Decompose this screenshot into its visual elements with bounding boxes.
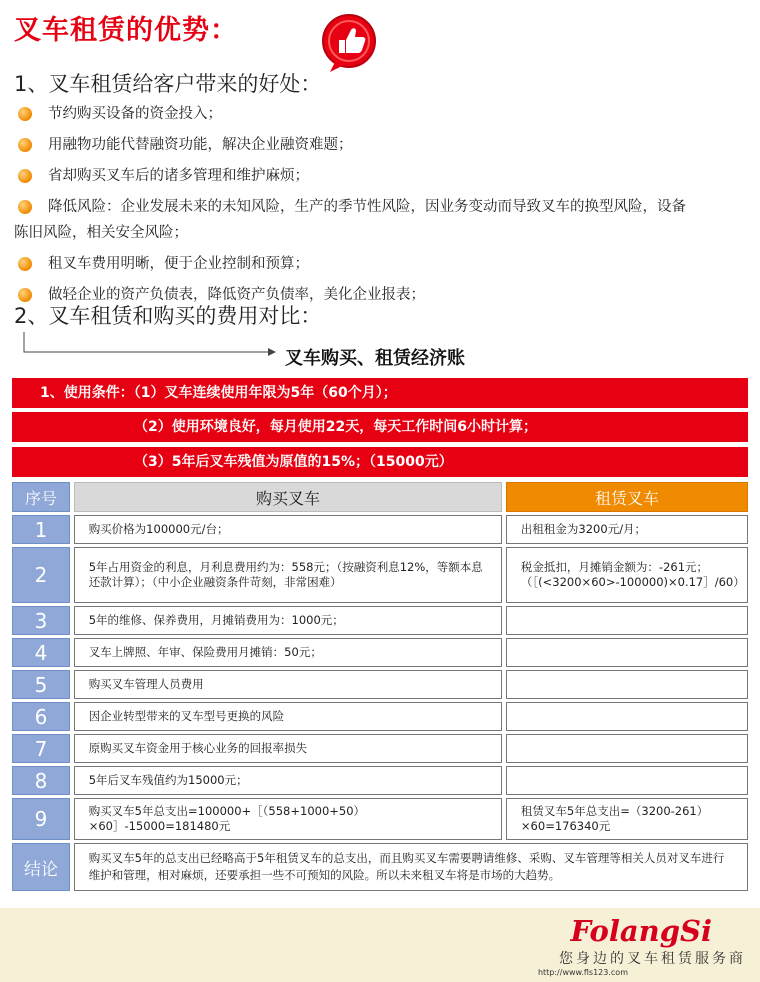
bullet-icon [18, 257, 32, 271]
row-no: 2 [12, 547, 70, 603]
rent-cell [506, 670, 748, 699]
header-no: 序号 [12, 482, 70, 512]
arrow-icon [22, 332, 278, 356]
conclusion-row [12, 843, 748, 891]
comparison-subtitle: 叉车购买、租赁经济账 [285, 348, 465, 369]
bullet-icon [18, 169, 32, 183]
list-item [14, 104, 749, 124]
table-row [12, 606, 748, 635]
buy-cell: 5年的维修、保养费用，月摊销费用为：1000元； [74, 606, 503, 635]
condition-bar: 1、使用条件：（1）叉车连续使用年限为5年（60个月）； [12, 378, 748, 408]
section-comparison-heading: 2、叉车租赁和购买的费用对比： [14, 304, 322, 328]
row-no: 7 [12, 734, 70, 763]
benefit-text: 节约购买设备的资金投入； [48, 106, 222, 122]
benefit-text: 做轻企业的资产负债表，降低资产负债率，美化企业报表； [48, 287, 425, 303]
table-row [12, 734, 748, 763]
buy-cell: 购买价格为100000元/台； [74, 515, 503, 544]
section-benefits-heading: 1、叉车租赁给客户带来的好处： [14, 72, 322, 96]
conclusion-text: 购买叉车5年的总支出已经略高于5年租赁叉车的总支出，而且购买叉车需要聘请维修、采购、叉车管理等相关人员对叉车进行维护和管理，相对麻烦，还要承担一些不可预知的风险。所以未来租叉车将是市场的大趋势。 [74, 843, 748, 891]
bullet-icon [18, 138, 32, 152]
buy-cell: 购买叉车管理人员费用 [74, 670, 503, 699]
brand-slogan: 您身边的叉车租赁服务商 [559, 951, 746, 967]
bullet-icon [18, 200, 32, 214]
row-no: 9 [12, 798, 70, 840]
page-title: 叉车租赁的优势： [14, 15, 238, 46]
footer [0, 908, 760, 982]
comparison-table [12, 479, 748, 894]
buy-cell: 因企业转型带来的叉车型号更换的风险 [74, 702, 503, 731]
brand-logo: FolangSi [570, 914, 712, 948]
table-row [12, 547, 748, 603]
table-row [12, 670, 748, 699]
row-no: 6 [12, 702, 70, 731]
rent-cell [506, 702, 748, 731]
bullet-icon [18, 107, 32, 121]
benefit-text: 租叉车费用明晰，便于企业控制和预算； [48, 256, 309, 272]
condition-bar: （3）5年后叉车残值为原值的15%；（15000元） [12, 447, 748, 477]
list-item [14, 197, 749, 243]
buy-cell: 购买叉车5年总支出=100000+［（558+1000+50）×60］-15000=181480元 [74, 798, 503, 840]
list-item [14, 135, 749, 155]
rent-cell: 租赁叉车5年总支出=（3200-261）×60=176340元 [506, 798, 748, 840]
header-buy: 购买叉车 [74, 482, 503, 512]
row-no: 8 [12, 766, 70, 795]
brand-url: http://www.fls123.com [537, 968, 628, 977]
table-row [12, 638, 748, 667]
row-no: 4 [12, 638, 70, 667]
benefit-text: 用融物功能代替融资功能，解决企业融资难题； [48, 137, 353, 153]
buy-cell: 5年占用资金的利息，月利息费用约为：558元；（按融资利息12%，等额本息还款计算）；（中小企业融资条件苛刻，非常困难） [74, 547, 503, 603]
benefits-list [14, 104, 749, 316]
list-item [14, 254, 749, 274]
header-rent: 租赁叉车 [506, 482, 748, 512]
thumbs-up-icon [318, 12, 380, 74]
rent-cell [506, 734, 748, 763]
row-no: 1 [12, 515, 70, 544]
table-header-row [12, 482, 748, 512]
buy-cell: 叉车上牌照、年审、保险费用月摊销：50元； [74, 638, 503, 667]
benefit-text: 省却购买叉车后的诸多管理和维护麻烦； [48, 168, 309, 184]
rent-cell [506, 766, 748, 795]
table-row [12, 798, 748, 840]
row-no: 5 [12, 670, 70, 699]
table-row [12, 766, 748, 795]
benefit-text-cont: 陈旧风险，相关安全风险； [14, 225, 188, 241]
table-row [12, 702, 748, 731]
buy-cell: 原购买叉车资金用于核心业务的回报率损失 [74, 734, 503, 763]
table-row [12, 515, 748, 544]
rent-cell [506, 606, 748, 635]
rent-cell: 税金抵扣，月摊销金额为：-261元；（［(<3200×60>-100000)×0.17］/60） [506, 547, 748, 603]
buy-cell: 5年后叉车残值约为15000元； [74, 766, 503, 795]
conclusion-label: 结论 [12, 843, 70, 891]
rent-cell [506, 638, 748, 667]
condition-bar: （2）使用环境良好，每月使用22天，每天工作时间6小时计算； [12, 412, 748, 442]
rent-cell: 出租租金为3200元/月； [506, 515, 748, 544]
list-item [14, 166, 749, 186]
benefit-text: 降低风险：企业发展未来的未知风险，生产的季节性风险，因业务变动而导致叉车的换型风险，设备 [48, 199, 686, 215]
row-no: 3 [12, 606, 70, 635]
